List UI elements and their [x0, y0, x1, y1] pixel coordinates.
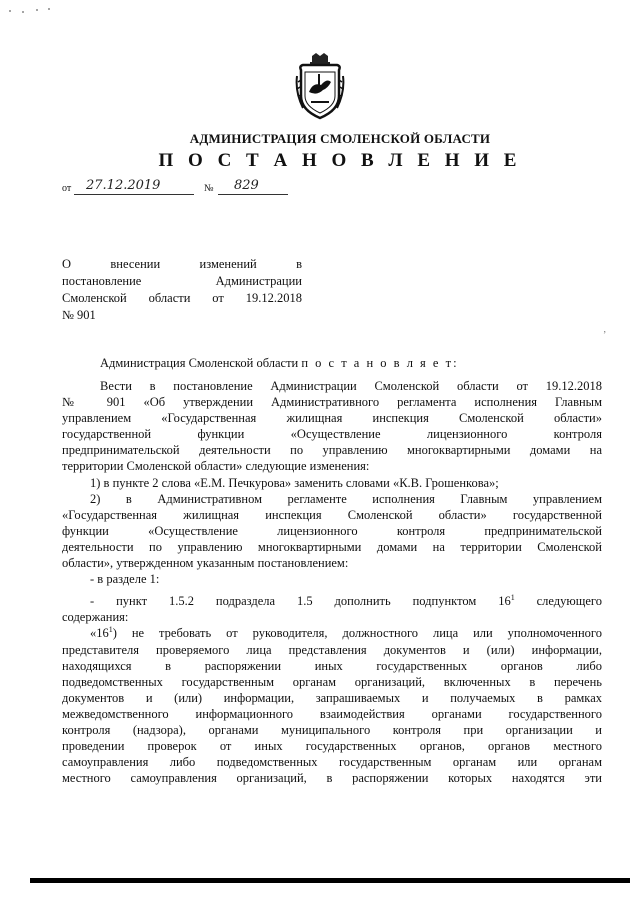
quote-text: «16 — [90, 626, 109, 641]
scan-artifact: ʼ — [603, 330, 607, 341]
body-line: контроля (надзора), органами муниципального контроля при организации и — [62, 722, 602, 737]
body-line — [62, 593, 602, 609]
subject-word: от — [212, 291, 224, 305]
body-line: проведении проверок от иных государственных органов, органов местного — [62, 739, 602, 754]
number-label: № — [204, 183, 214, 194]
number-handwritten: 829 — [234, 178, 259, 193]
subject-word: области — [148, 291, 191, 305]
body-line: территории Смоленской области» следующие изменения: — [62, 459, 370, 474]
subject-line — [62, 256, 302, 273]
body-line: деятельности по управлению многоквартирными домами на территории Смоленской — [62, 539, 602, 554]
body-line: - в разделе 1: — [90, 572, 160, 587]
subject-word: О — [62, 257, 72, 271]
document-subject — [62, 256, 302, 324]
body-line: Вести в постановление Администрации Смоленской области от 19.12.2018 — [100, 379, 602, 393]
coat-of-arms-icon — [295, 52, 345, 122]
subject-word: изменений — [199, 257, 257, 271]
body-line: представителя проверяемого лица представления документов и (или) информации, — [62, 642, 602, 657]
body-line: предпринимательской деятельности по управлению многоквартирными домами на — [62, 443, 602, 458]
subject-word: внесении — [110, 257, 161, 271]
date-label: от — [62, 183, 72, 194]
scan-edge-bar — [30, 878, 630, 883]
point-text: - пункт 1.5.2 подраздела 1.5 дополнить подпунктом 16 — [90, 594, 511, 609]
subject-line — [62, 273, 302, 290]
body-line: 2) в Административном регламенте исполнения Главным управлением — [90, 491, 602, 506]
body-line: подведомственных государственным органам организаций, включенных в перечень — [62, 674, 602, 689]
subject-word: Администрации — [215, 274, 302, 288]
body-line: «Государственная жилищная инспекция Смоленской области» государственной — [62, 507, 602, 522]
subject-word: 19.12.2018 — [245, 291, 302, 305]
body-line: государственной функции «Осуществление лицензионного контроля — [62, 427, 602, 442]
preamble-verb: п о с т а н о в л я е т: — [301, 356, 459, 370]
preamble-text: Администрация Смоленской области — [100, 356, 299, 370]
scan-artifact — [48, 8, 50, 10]
body-line: функции «Осуществление лицензионного контроля предпринимательской — [62, 523, 602, 538]
scan-artifact — [36, 9, 38, 11]
body-line: содержания: — [62, 610, 129, 625]
superscript: 1 — [108, 625, 113, 635]
superscript: 1 — [510, 593, 515, 603]
organization-name: АДМИНИСТРАЦИЯ СМОЛЕНСКОЙ ОБЛАСТИ — [189, 131, 491, 146]
subject-line — [62, 307, 302, 324]
body-line: документов и (или) информации, запрашиваемых и получаемых в рамках — [62, 690, 602, 705]
scan-artifact — [9, 10, 11, 12]
subject-word: Смоленской — [62, 291, 127, 305]
body-line: 1) в пункте 2 слова «Е.М. Печкурова» заменить словами «К.В. Грошенкова»; — [90, 475, 499, 490]
date-handwritten: 27.12.2019 — [86, 178, 161, 193]
body-line: № 901 «Об утверждении Административного регламента исполнения Главным — [62, 395, 602, 410]
scan-artifact — [22, 11, 24, 13]
point-text: следующего — [514, 594, 602, 609]
body-line: самоуправления либо подведомственных государственным органам или органам — [62, 755, 602, 770]
number-underline — [218, 194, 288, 195]
date-underline — [74, 194, 194, 195]
body-line: межведомственного информационного взаимодействия органами государственного — [62, 706, 602, 721]
document-type-title: П О С Т А Н О В Л Е Н И Е — [158, 150, 522, 171]
body-line — [62, 625, 602, 641]
body-line: находящихся в распоряжении иных государственных органов либо — [62, 658, 602, 673]
body-line: управлением «Государственная жилищная инспекция Смоленской области» — [62, 411, 602, 426]
body-line: области», утвержденном указанным постановлением: — [62, 556, 349, 571]
date-number-line — [62, 178, 322, 196]
quote-text: ) не требовать от руководителя, должностного лица или уполномоченного — [112, 626, 602, 641]
subject-word: № 901 — [62, 308, 96, 322]
preamble — [100, 356, 459, 371]
subject-word: постановление — [62, 274, 142, 288]
document-body — [62, 378, 602, 786]
subject-word: в — [296, 257, 302, 271]
body-line: местного самоуправления организаций, в распоряжении которых находятся эти — [62, 771, 602, 786]
subject-line — [62, 290, 302, 307]
